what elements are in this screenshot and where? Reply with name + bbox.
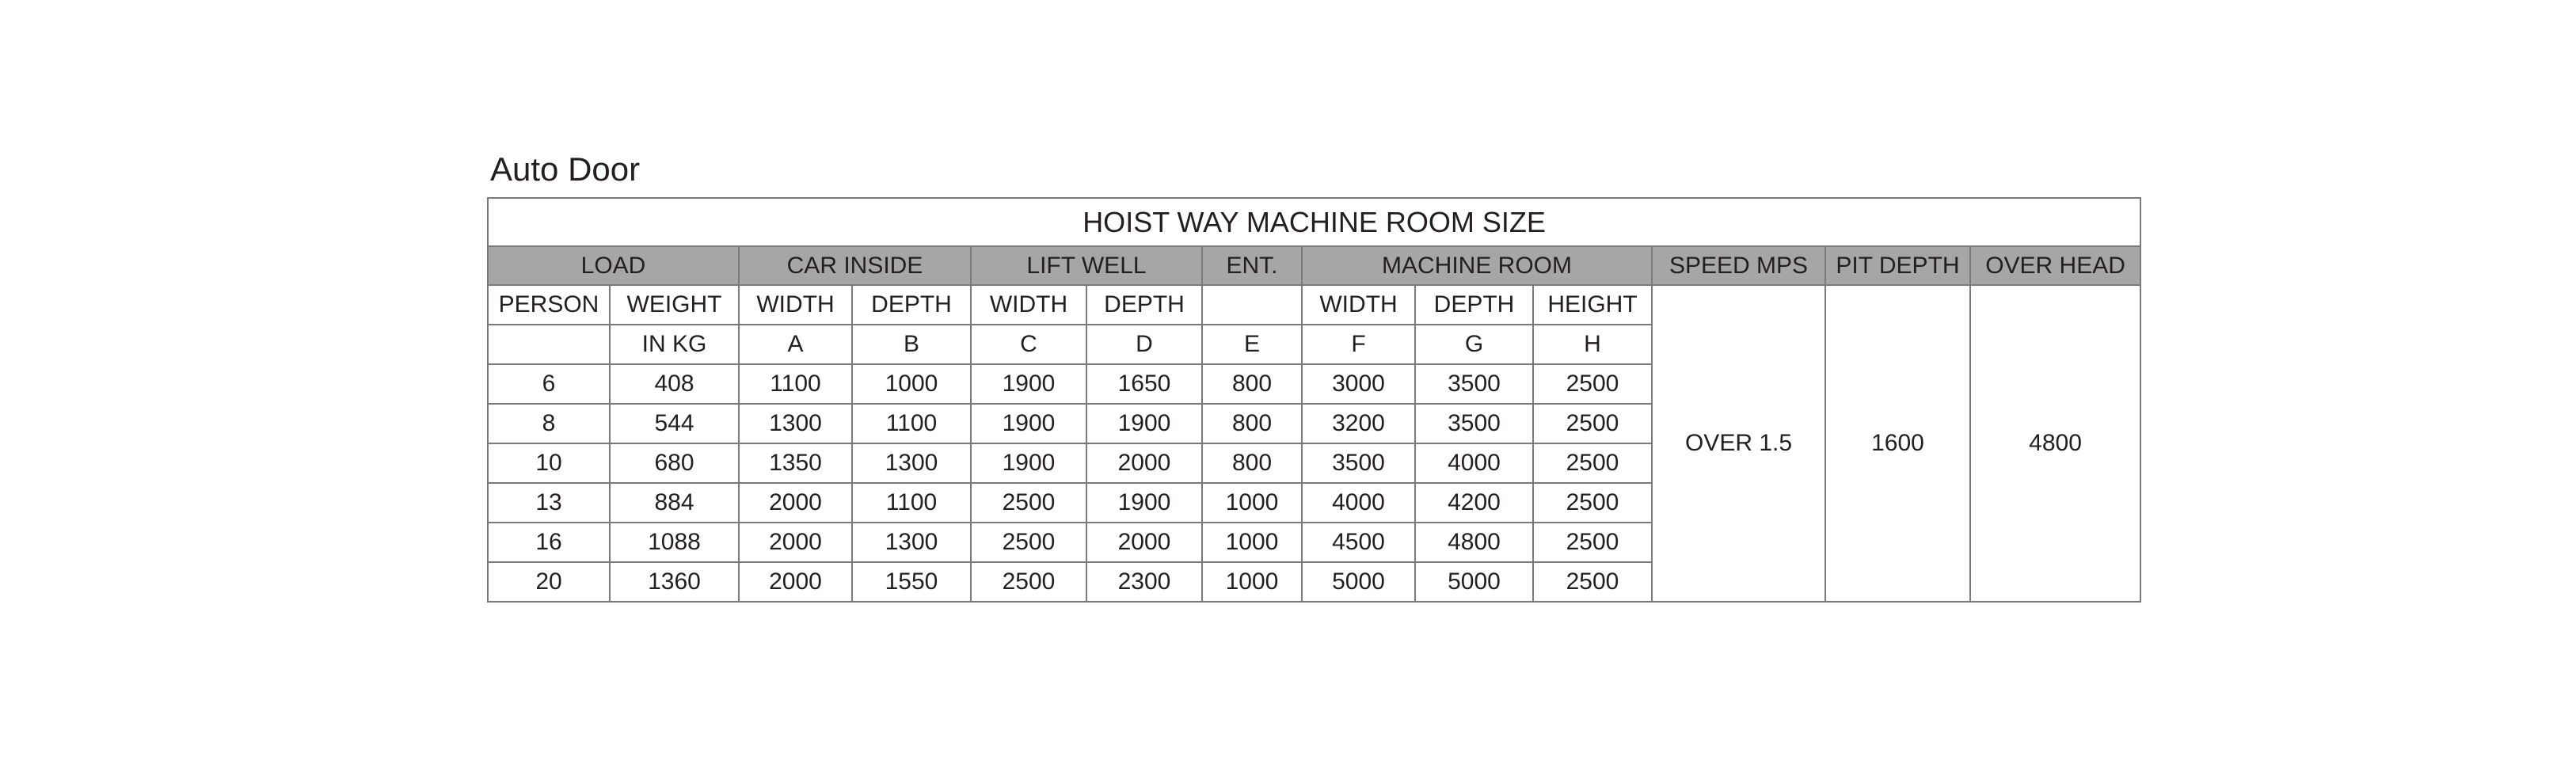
table-cell: 1100 <box>852 483 971 523</box>
table-title-row <box>488 198 2140 246</box>
subheader-cell: WIDTH <box>971 285 1086 325</box>
speed-value: OVER 1.5 <box>1652 285 1825 602</box>
table-cell: 2500 <box>1533 483 1652 523</box>
table-cell: 1360 <box>610 562 739 602</box>
unit-cell: F <box>1302 325 1415 364</box>
table-cell: 2000 <box>739 562 852 602</box>
table-cell: 800 <box>1202 404 1302 443</box>
unit-cell: D <box>1086 325 1202 364</box>
table-cell: 1900 <box>971 364 1086 404</box>
over-head-value: 4800 <box>1970 285 2140 602</box>
unit-cell: C <box>971 325 1086 364</box>
subheader-cell: WEIGHT <box>610 285 739 325</box>
pit-depth-value: 1600 <box>1825 285 1970 602</box>
subheader-row <box>488 285 2140 325</box>
table-cell: 1900 <box>1086 404 1202 443</box>
table-cell: 1000 <box>852 364 971 404</box>
table-cell: 10 <box>488 443 610 483</box>
header-over-head: OVER HEAD <box>1970 246 2140 285</box>
table-cell: 3200 <box>1302 404 1415 443</box>
table-cell: 1900 <box>971 443 1086 483</box>
header-car-inside: CAR INSIDE <box>739 246 971 285</box>
header-machine-room: MACHINE ROOM <box>1302 246 1652 285</box>
subheader-cell: HEIGHT <box>1533 285 1652 325</box>
table-cell: 544 <box>610 404 739 443</box>
table-cell: 1650 <box>1086 364 1202 404</box>
table-cell: 4000 <box>1302 483 1415 523</box>
table-cell: 2000 <box>739 523 852 562</box>
subheader-cell: DEPTH <box>1086 285 1202 325</box>
page-title: Auto Door <box>490 150 641 188</box>
table-cell: 5000 <box>1415 562 1533 602</box>
table-cell: 2500 <box>971 523 1086 562</box>
table-title: HOIST WAY MACHINE ROOM SIZE <box>488 198 2140 246</box>
table-cell: 3000 <box>1302 364 1415 404</box>
table-cell: 4500 <box>1302 523 1415 562</box>
header-lift-well: LIFT WELL <box>971 246 1202 285</box>
group-header-row <box>488 246 2140 285</box>
table-cell: 680 <box>610 443 739 483</box>
table-cell: 3500 <box>1415 404 1533 443</box>
table-cell: 13 <box>488 483 610 523</box>
table-cell: 20 <box>488 562 610 602</box>
table-cell: 2300 <box>1086 562 1202 602</box>
table-cell: 2500 <box>1533 562 1652 602</box>
table-cell: 16 <box>488 523 610 562</box>
table-cell: 408 <box>610 364 739 404</box>
table-cell: 1300 <box>852 443 971 483</box>
table-cell: 1300 <box>852 523 971 562</box>
table-cell: 3500 <box>1302 443 1415 483</box>
table-cell: 2500 <box>971 483 1086 523</box>
table-cell: 2000 <box>1086 523 1202 562</box>
unit-cell: H <box>1533 325 1652 364</box>
header-speed: SPEED MPS <box>1652 246 1825 285</box>
unit-cell: IN KG <box>610 325 739 364</box>
hoist-way-table <box>487 197 2141 603</box>
unit-cell: A <box>739 325 852 364</box>
table-cell: 8 <box>488 404 610 443</box>
table-cell: 4200 <box>1415 483 1533 523</box>
table-cell: 1100 <box>852 404 971 443</box>
table-cell: 2000 <box>1086 443 1202 483</box>
header-pit-depth: PIT DEPTH <box>1825 246 1970 285</box>
table-cell: 800 <box>1202 364 1302 404</box>
table-cell: 2500 <box>1533 523 1652 562</box>
subheader-cell: DEPTH <box>852 285 971 325</box>
table-cell: 6 <box>488 364 610 404</box>
table-cell: 1300 <box>739 404 852 443</box>
table-cell: 1000 <box>1202 483 1302 523</box>
table-cell: 1000 <box>1202 523 1302 562</box>
header-load: LOAD <box>488 246 739 285</box>
table-cell: 2500 <box>1533 443 1652 483</box>
header-ent: ENT. <box>1202 246 1302 285</box>
subheader-cell: WIDTH <box>739 285 852 325</box>
table-cell: 5000 <box>1302 562 1415 602</box>
table-cell: 2500 <box>971 562 1086 602</box>
subheader-cell <box>1202 285 1302 325</box>
subheader-cell: PERSON <box>488 285 610 325</box>
table-cell: 3500 <box>1415 364 1533 404</box>
unit-cell: G <box>1415 325 1533 364</box>
table-cell: 4000 <box>1415 443 1533 483</box>
table-cell: 884 <box>610 483 739 523</box>
table-cell: 1350 <box>739 443 852 483</box>
table-cell: 2500 <box>1533 364 1652 404</box>
unit-cell: E <box>1202 325 1302 364</box>
table-cell: 1900 <box>971 404 1086 443</box>
unit-cell <box>488 325 610 364</box>
subheader-cell: DEPTH <box>1415 285 1533 325</box>
table-cell: 1900 <box>1086 483 1202 523</box>
table-cell: 1000 <box>1202 562 1302 602</box>
table-cell: 1088 <box>610 523 739 562</box>
table-cell: 1550 <box>852 562 971 602</box>
table-cell: 800 <box>1202 443 1302 483</box>
table-cell: 1100 <box>739 364 852 404</box>
subheader-cell: WIDTH <box>1302 285 1415 325</box>
table-cell: 2500 <box>1533 404 1652 443</box>
unit-cell: B <box>852 325 971 364</box>
table-cell: 2000 <box>739 483 852 523</box>
table-cell: 4800 <box>1415 523 1533 562</box>
